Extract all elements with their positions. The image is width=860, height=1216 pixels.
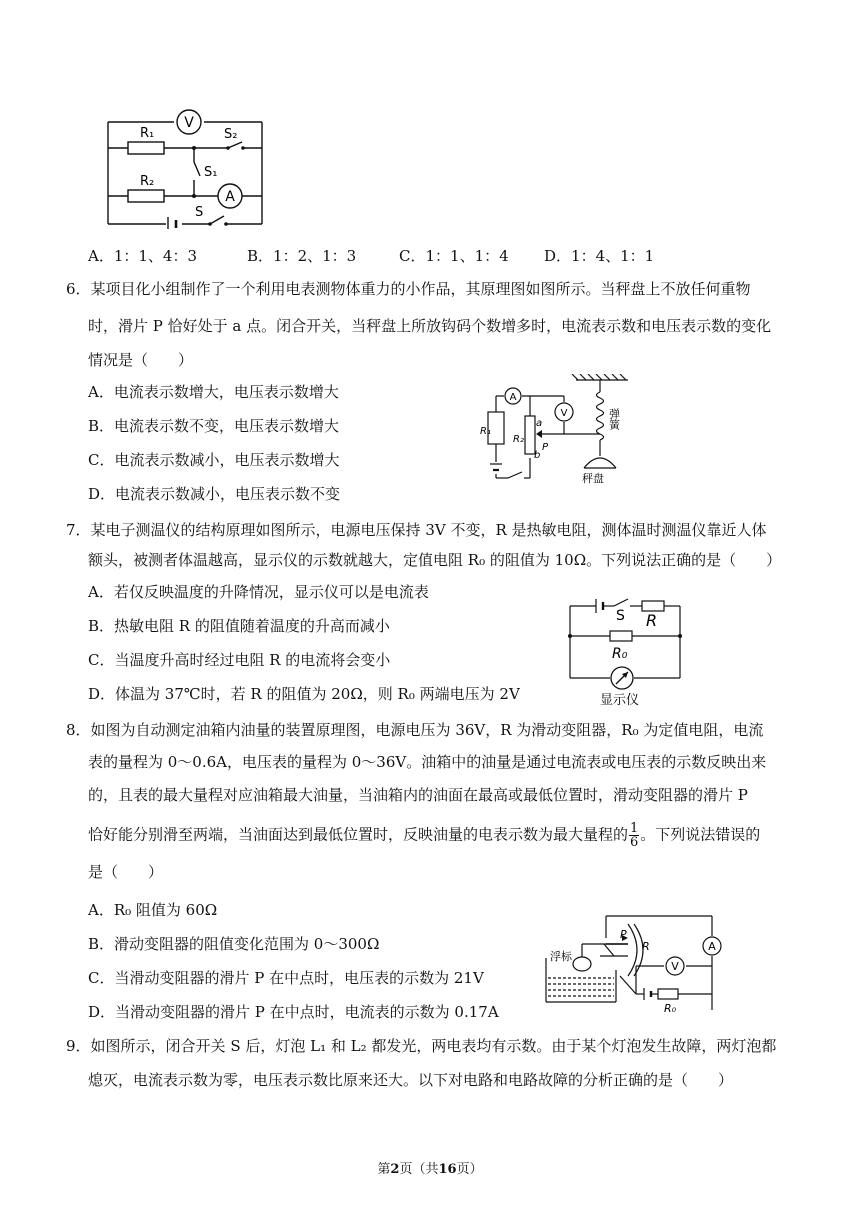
q6-option-d: D．电流表示数减小，电压表示数不变 — [88, 485, 341, 503]
q8-fig-r0: R₀ — [664, 1002, 677, 1014]
q8-option-c: C．当滑动变阻器的滑片 P 在中点时，电压表的示数为 21V — [88, 969, 484, 987]
q8-stem-line-4-tail: 。下列说法错误的 — [640, 825, 761, 844]
footer-page-number: 2 — [390, 1162, 400, 1177]
q6-fig-p: P — [542, 442, 549, 453]
q7-option-a: A．若仅反映温度的升降情况，显示仪可以是电流表 — [88, 583, 429, 601]
q6-option-a: A．电流表示数增大，电压表示数增大 — [88, 383, 339, 401]
q7-fig-r: R — [646, 611, 658, 630]
q5-fig-a: A — [225, 189, 235, 205]
q8-fig-a: A — [708, 940, 716, 953]
q5-fig-r2: R₂ — [140, 174, 155, 189]
q8-fraction — [629, 822, 639, 849]
q8-fig-float: 浮标 — [550, 950, 572, 963]
footer-suffix: 页） — [456, 1162, 483, 1177]
q6-stem-line-1: 6．某项目化小组制作了一个利用电表测物体重力的小作品，其原理图如图所示。当秤盘上不放任何重物 — [66, 280, 751, 298]
q9-stem-line-2: 熄灭，电流表示数为零，电压表示数比原来还大。以下对电路和电路故障的分析正确的是（ ） — [88, 1071, 734, 1089]
q5-fig-v: V — [184, 115, 194, 131]
q6-option-c: C．电流表示数减小，电压表示数增大 — [88, 451, 340, 469]
q7-circuit-diagram — [566, 594, 686, 706]
q6-stem-line-3: 情况是（ ） — [88, 351, 194, 369]
q8-oil-gauge-diagram — [544, 908, 722, 1014]
q8-fraction-numerator: 1 — [630, 821, 639, 836]
q5-fig-s1: S₁ — [204, 165, 218, 180]
q6-fig-v: V — [560, 408, 568, 419]
footer-middle: 页（共 — [399, 1162, 439, 1177]
q8-stem-line-3: 的，且表的最大量程对应油箱最大油量，当油箱内的油面在最高或最低位置时，滑动变阻器的滑片 P — [88, 786, 748, 804]
q6-stem-line-2: 时，滑片 P 恰好处于 a 点。闭合开关，当秤盘上所放钩码个数增多时，电流表示数和电压表示数的变化 — [88, 317, 772, 335]
q7-option-d: D．体温为 37℃时，若 R 的阻值为 20Ω，则 R₀ 两端电压为 2V — [88, 685, 520, 703]
q8-stem-line-1: 8．如图为自动测定油箱内油量的装置原理图，电源电压为 36V，R 为滑动变阻器，R₀ 为定值电阻，电流 — [66, 721, 764, 739]
q6-option-b: B．电流表示数不变，电压表示数增大 — [88, 417, 340, 435]
q7-option-b: B．热敏电阻 R 的阻值随着温度的升高而减小 — [88, 617, 390, 635]
q7-fig-s: S — [616, 608, 625, 624]
q6-circuit-diagram — [478, 374, 648, 486]
q6-fig-spring: 弹簧 — [607, 408, 621, 430]
footer-total-pages: 16 — [438, 1162, 457, 1177]
q5-fig-s2: S₂ — [224, 127, 238, 142]
q8-stem-line-5: 是（ ） — [88, 863, 164, 881]
q5-circuit-diagram — [100, 104, 270, 229]
q8-option-d: D．当滑动变阻器的滑片 P 在中点时，电流表的示数为 0.17A — [88, 1003, 499, 1021]
q5-option-a: A．1：1、4：3 — [88, 247, 198, 265]
q8-fig-p: P — [620, 928, 627, 941]
q8-option-b: B．滑动变阻器的阻值变化范围为 0～300Ω — [88, 935, 380, 953]
q7-option-c: C．当温度升高时经过电阻 R 的电流将会变小 — [88, 651, 391, 669]
q7-stem-line-1: 7．某电子测温仪的结构原理如图所示，电源电压保持 3V 不变，R 是热敏电阻，测体温时测温仪靠近人体 — [66, 521, 767, 539]
q6-fig-a: A — [509, 392, 517, 403]
q8-stem-line-2: 表的量程为 0～0.6A，电压表的量程为 0～36V。油箱中的油量是通过电流表或电压表的示数反映出来 — [88, 753, 767, 771]
q8-option-a: A．R₀ 阻值为 60Ω — [88, 901, 218, 919]
q5-fig-r1: R₁ — [140, 126, 155, 141]
q6-fig-pan: 秤盘 — [582, 472, 604, 485]
q8-stem-line-4 — [88, 822, 760, 849]
q6-fig-b-point: b — [534, 450, 541, 461]
q6-fig-r1: R₁ — [480, 426, 491, 437]
q7-stem-line-2: 额头，被测者体温越高，显示仪的示数就越大，定值电阻 R₀ 的阻值为 10Ω。下列说法正确的是（ ） — [88, 551, 782, 569]
q9-stem-line-1: 9．如图所示，闭合开关 S 后，灯泡 L₁ 和 L₂ 都发光，两电表均有示数。由于某个灯泡发生故障，两灯泡都 — [66, 1037, 777, 1055]
q8-fig-r: R — [642, 940, 650, 953]
q7-fig-r0: R₀ — [612, 646, 628, 662]
footer-prefix: 第 — [377, 1162, 391, 1177]
q7-fig-display: 显示仪 — [600, 693, 640, 706]
q8-fig-v: V — [671, 960, 679, 973]
q5-fig-s: S — [195, 205, 204, 220]
q5-option-c: C．1：1、1：4 — [399, 247, 509, 265]
q5-option-b: B．1：2、1：3 — [247, 247, 357, 265]
q6-fig-a-point: a — [536, 418, 543, 429]
page-footer — [0, 1158, 860, 1177]
q6-fig-r2: R₂ — [513, 434, 524, 445]
q5-option-d: D．1：4、1：1 — [544, 247, 655, 265]
q8-fraction-denominator: 6 — [630, 835, 639, 850]
q8-stem-line-4-text: 恰好能分别滑至两端，当油面达到最低位置时，反映油量的电表示数为最大量程的 — [88, 825, 629, 844]
